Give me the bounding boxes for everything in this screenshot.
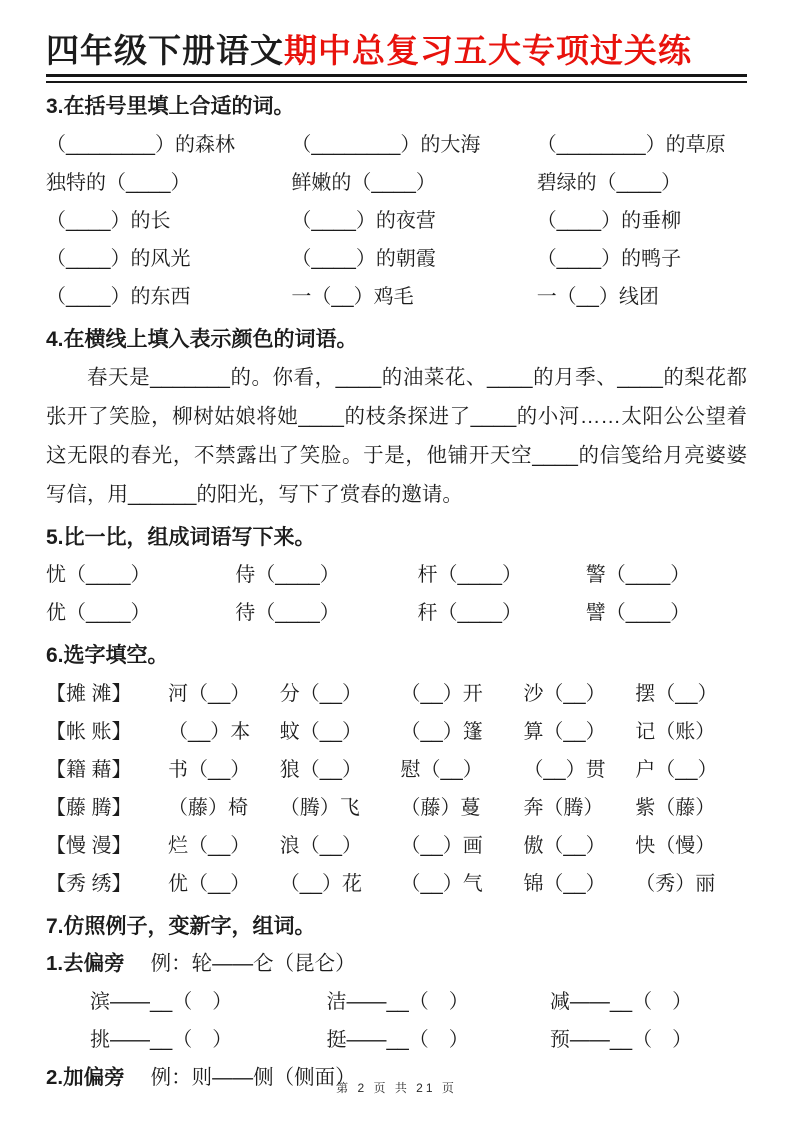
fill-blank-item: （________）的草原 — [536, 133, 726, 156]
section-7-row — [46, 983, 747, 1021]
sub2-example: 例：则——侧（侧面） — [150, 1066, 356, 1090]
compare-word-item: 侍（____） — [235, 564, 340, 587]
section-3-row — [46, 278, 747, 316]
char-choice-item: （藤）椅 — [168, 796, 248, 819]
char-choice-item: 烂（__） — [168, 834, 251, 857]
section-5-row — [46, 556, 747, 594]
compare-word-item: 警（____） — [585, 564, 691, 587]
char-choice-item: （腾）飞 — [279, 796, 360, 819]
fill-blank-item: （____）的夜营 — [291, 209, 436, 232]
fill-blank-item: （____）的垂柳 — [536, 209, 682, 232]
char-choice-item: （__）本 — [168, 720, 251, 743]
char-choice-item: 优（__） — [168, 872, 251, 895]
char-choice-item: 锦（__） — [523, 872, 606, 895]
compare-word-item: 忧（____） — [46, 564, 151, 587]
char-choice-item: 狼（__） — [279, 758, 363, 781]
section-3-row — [46, 126, 747, 164]
section-7-row — [46, 1021, 747, 1059]
char-choice-item: （__）篷 — [400, 720, 483, 743]
char-choice-label: 【籍 藉】 — [46, 758, 132, 781]
section-6-heading: 6.选字填空。 — [46, 644, 169, 668]
section-5-row — [46, 594, 747, 632]
section-3-heading: 3.在括号里填上合适的词。 — [46, 95, 295, 119]
fill-blank-item: 一（__）线团 — [536, 285, 659, 308]
compare-word-item: 譬（____） — [585, 602, 691, 625]
char-choice-item: （藤）蔓 — [400, 796, 481, 819]
section-6-row — [46, 713, 747, 751]
char-choice-item: （__）花 — [279, 872, 363, 895]
char-choice-item: （__）贯 — [523, 758, 606, 781]
char-choice-label: 【藤 腾】 — [46, 796, 132, 819]
fill-blank-item: （____）的长 — [46, 209, 171, 232]
char-choice-item: 浪（__） — [279, 834, 363, 857]
fill-blank-item: 一（__）鸡毛 — [291, 285, 414, 308]
section-6-row — [46, 751, 747, 789]
compare-word-item: 杆（____） — [417, 564, 523, 587]
char-choice-label: 【摊 滩】 — [46, 682, 132, 705]
char-choice-label: 【秀 绣】 — [46, 872, 132, 895]
char-choice-item: 书（__） — [168, 758, 251, 781]
fill-blank-item: （________）的大海 — [291, 133, 481, 156]
fill-blank-item: 独特的（____） — [46, 171, 191, 194]
page-title — [46, 30, 747, 71]
fill-blank-item: （____）的东西 — [46, 285, 191, 308]
fill-blank-item: （____）的风光 — [46, 247, 191, 270]
derive-char-item: 减——__（ ） — [549, 991, 693, 1014]
char-choice-item: （__）开 — [400, 682, 483, 705]
sub2-label: 2.加偏旁 — [46, 1066, 125, 1090]
compare-word-item: 秆（____） — [417, 602, 523, 625]
derive-char-item: 滨——__（ ） — [90, 991, 233, 1014]
section-3-row — [46, 240, 747, 278]
fill-blank-item: （________）的森林 — [46, 133, 235, 156]
char-choice-item: （__）气 — [400, 872, 483, 895]
fill-blank-item: （____）的朝霞 — [291, 247, 436, 270]
page-title-black: 四年级下册语文 — [46, 32, 284, 69]
section-6-row — [46, 675, 747, 713]
char-choice-item: 奔（腾） — [523, 796, 604, 819]
char-choice-item: 蚊（__） — [279, 720, 363, 743]
char-choice-item: （秀）丽 — [635, 872, 716, 895]
section-3-row — [46, 202, 747, 240]
fill-blank-item: 碧绿的（____） — [536, 171, 682, 194]
char-choice-item: 摆（__） — [635, 682, 718, 705]
derive-char-item: 挑——__（ ） — [90, 1029, 233, 1052]
char-choice-item: 慰（__） — [400, 758, 483, 781]
section-7-sub1 — [46, 945, 747, 983]
compare-word-item: 待（____） — [235, 602, 340, 625]
derive-char-item: 预——__（ ） — [549, 1029, 693, 1052]
derive-char-item: 挺——__（ ） — [326, 1029, 469, 1052]
section-3-row — [46, 164, 747, 202]
char-choice-item: 傲（__） — [523, 834, 606, 857]
char-choice-item: 记（账） — [635, 720, 716, 743]
page-title-red: 期中总复习五大专项过关练 — [284, 32, 692, 69]
char-choice-item: 河（__） — [168, 682, 251, 705]
section-6-row — [46, 789, 747, 827]
char-choice-item: （__）画 — [400, 834, 483, 857]
sub1-label: 1.去偏旁 — [46, 952, 125, 976]
char-choice-label: 【帐 账】 — [46, 720, 132, 743]
section-7-heading: 7.仿照例子，变新字，组词。 — [46, 914, 316, 938]
title-divider — [46, 74, 747, 83]
fill-blank-item: 鲜嫩的（____） — [291, 171, 436, 194]
section-4-heading: 4.在横线上填入表示颜色的词语。 — [46, 327, 358, 351]
sub1-example: 例：轮——仑（昆仑） — [150, 952, 356, 976]
section-4-paragraph: 春天是_______的。你看，____的油菜花、____的月季、____的梨花都张开了笑脸，柳树姑娘将她____的枝条探进了____的小河……太阳公公望着这无限的春光，不禁露出了笑脸。于是，他铺开天空____的信笺给月亮婆婆写信，用______的阳光，写下了赏春的邀请。 — [46, 366, 747, 507]
char-choice-item: 算（__） — [523, 720, 606, 743]
section-5-heading: 5.比一比，组成词语写下来。 — [46, 526, 316, 550]
char-choice-item: 分（__） — [279, 682, 363, 705]
char-choice-label: 【慢 漫】 — [46, 834, 132, 857]
char-choice-item: 紫（藤） — [635, 796, 716, 819]
derive-char-item: 洁——__（ ） — [326, 991, 469, 1014]
fill-blank-item: （____）的鸭子 — [536, 247, 682, 270]
char-choice-item: 快（慢） — [635, 834, 716, 857]
section-6-row — [46, 827, 747, 865]
page-number: 第 2 页 共 21 页 — [336, 1081, 457, 1095]
compare-word-item: 优（____） — [46, 602, 151, 625]
section-6-row — [46, 865, 747, 903]
char-choice-item: 沙（__） — [523, 682, 606, 705]
char-choice-item: 户（__） — [635, 758, 718, 781]
